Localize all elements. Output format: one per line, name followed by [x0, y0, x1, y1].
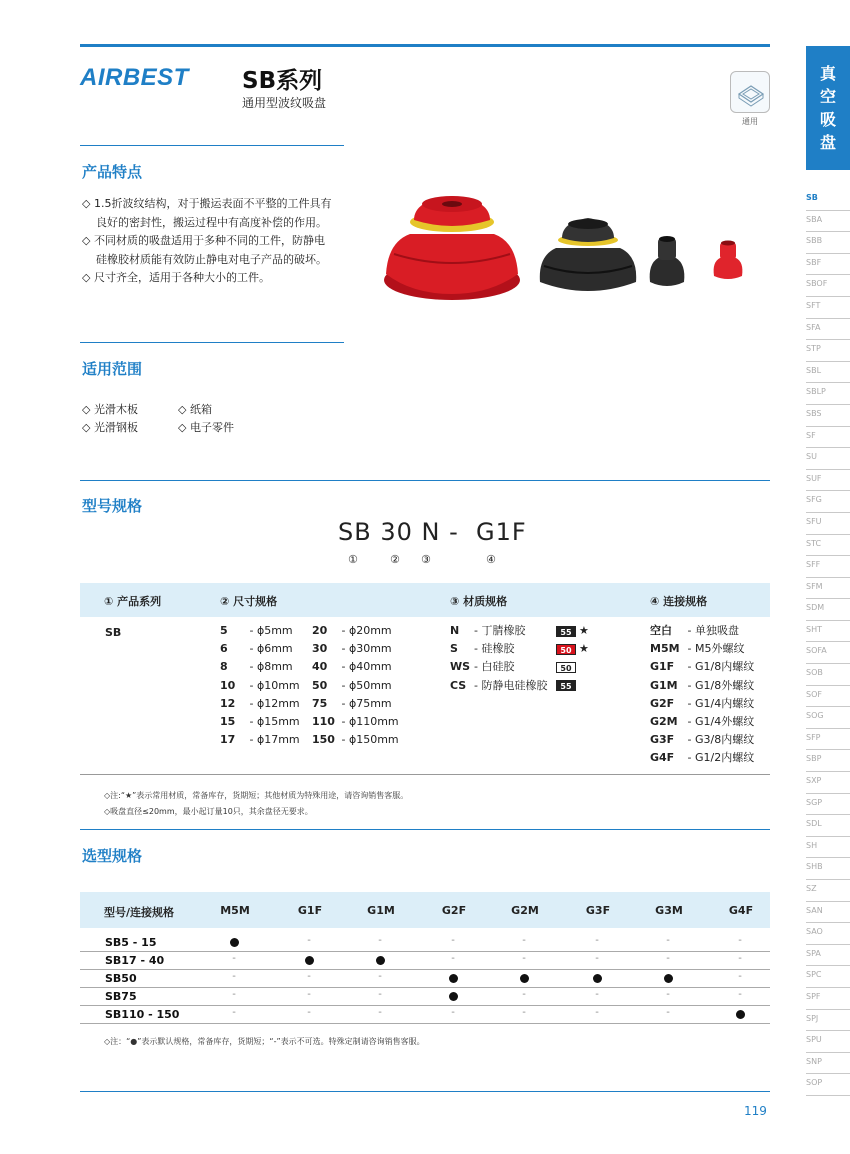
unavailable-dash: -	[451, 935, 455, 946]
size-row	[220, 695, 300, 713]
marker-size: ②	[390, 553, 400, 566]
unavailable-dash: -	[522, 935, 526, 946]
size-code: 150	[312, 733, 335, 747]
side-series-sba: SBA	[806, 211, 850, 233]
size-code: 6	[220, 642, 228, 656]
side-tab-title: 真空吸盘	[819, 64, 836, 152]
unavailable-dash: -	[307, 971, 311, 982]
size-row	[312, 658, 399, 676]
scope-item-electronics: ◇ 电子零件	[178, 421, 234, 434]
connection-row	[650, 677, 754, 695]
unavailable-dash: -	[451, 1007, 455, 1018]
selection-col-g4f: G4F	[728, 904, 754, 917]
selection-row-label: SB17 - 40	[105, 954, 165, 967]
side-series-sbb: SBB	[806, 232, 850, 254]
material-name: - 白硅胶	[474, 660, 515, 674]
unavailable-dash: -	[738, 989, 742, 1000]
size-row	[220, 640, 300, 658]
available-dot-icon	[376, 956, 385, 965]
material-row	[450, 677, 589, 695]
size-diameter: - ϕ75mm	[338, 696, 392, 710]
series-subtitle: 通用型波纹吸盘	[242, 96, 327, 110]
hardness-badge: 50	[556, 644, 576, 655]
available-dot-icon	[449, 974, 458, 983]
unavailable-dash: -	[595, 953, 599, 964]
general-purpose-icon	[730, 71, 770, 113]
material-row	[450, 658, 589, 676]
bottom-rule	[80, 1091, 770, 1092]
size-code: 110	[312, 715, 335, 729]
available-dot-icon	[593, 974, 602, 983]
selection-header-label: 型号/连接规格	[104, 906, 175, 919]
feature-line: 硅橡胶材质能有效防止静电对电子产品的破坏。	[96, 252, 327, 266]
airbest-logo: AIRBEST	[80, 64, 189, 91]
side-series-sht: SHT	[806, 621, 850, 643]
common-star-icon: ★	[579, 642, 589, 656]
product-photo	[380, 182, 770, 312]
unavailable-dash: -	[738, 953, 742, 964]
scope-title: 适用范围	[82, 360, 143, 378]
side-series-shb: SHB	[806, 858, 850, 880]
connection-desc: - G3/8内螺纹	[684, 733, 755, 747]
size-diameter: - ϕ150mm	[338, 733, 399, 747]
side-series-sbl: SBL	[806, 362, 850, 384]
side-series-sbs: SBS	[806, 405, 850, 427]
selection-col-g3f: G3F	[585, 904, 611, 917]
size-diameter: - ϕ110mm	[338, 715, 399, 729]
unavailable-dash: -	[595, 989, 599, 1000]
connection-code: G1F	[650, 660, 675, 674]
connection-row	[650, 658, 754, 676]
material-code: CS	[450, 678, 467, 692]
side-series-sbp: SBP	[806, 750, 850, 772]
size-diameter: - ϕ10mm	[246, 678, 300, 692]
size-diameter: - ϕ20mm	[338, 624, 392, 637]
size-code: 40	[312, 660, 328, 674]
model-code-example: SB 30 N - G1F	[338, 518, 527, 546]
size-code: 50	[312, 678, 328, 692]
unavailable-dash: -	[378, 971, 382, 982]
size-row	[312, 695, 399, 713]
spec-note-2: ◇吸盘直径≤20mm，最小起订量10只，其余盘径无要求。	[104, 807, 313, 816]
selection-row-label: SB75	[105, 990, 137, 1003]
side-series-sfa: SFA	[806, 319, 850, 341]
selection-title: 选型规格	[82, 847, 143, 865]
size-diameter: - ϕ15mm	[246, 715, 300, 729]
connection-desc: - G1/8内螺纹	[684, 660, 755, 674]
unavailable-dash: -	[595, 1007, 599, 1018]
size-row	[312, 731, 399, 749]
side-series-sh: SH	[806, 837, 850, 859]
material-code: S	[450, 642, 458, 656]
series-title: SB系列	[242, 68, 323, 94]
selection-col-g1m: G1M	[367, 904, 395, 917]
unavailable-dash: -	[522, 953, 526, 964]
selection-row-label: SB5 - 15	[105, 936, 157, 949]
connection-code: G2F	[650, 696, 675, 710]
connection-row	[650, 731, 754, 749]
unavailable-dash: -	[307, 935, 311, 946]
side-series-list	[806, 189, 850, 1096]
model-rule	[80, 480, 770, 481]
unavailable-dash: -	[451, 953, 455, 964]
connection-row	[650, 713, 754, 731]
size-row	[312, 677, 399, 695]
category-icon-label: 通用	[742, 117, 758, 126]
size-diameter: - ϕ17mm	[246, 733, 300, 747]
side-series-sdm: SDM	[806, 599, 850, 621]
side-series-stp: STP	[806, 340, 850, 362]
available-dot-icon	[736, 1010, 745, 1019]
unavailable-dash: -	[378, 989, 382, 1000]
side-series-sb: SB	[806, 189, 850, 211]
side-series-spc: SPC	[806, 966, 850, 988]
selection-note: ◇注：“●”表示默认规格，常备库存，货期短；“-”表示不可选。特殊定制请咨询销售客服。	[104, 1037, 425, 1046]
material-code: N	[450, 624, 460, 637]
unavailable-dash: -	[738, 935, 742, 946]
size-diameter: - ϕ6mm	[246, 642, 293, 656]
selection-col-m5m: M5M	[220, 904, 250, 917]
size-diameter: - ϕ8mm	[246, 660, 293, 674]
page-number: 119	[744, 1104, 767, 1118]
size-row	[220, 622, 300, 640]
side-series-sdl: SDL	[806, 815, 850, 837]
connection-desc: - M5外螺纹	[684, 642, 745, 656]
unavailable-dash: -	[666, 953, 670, 964]
side-series-sff: SFF	[806, 556, 850, 578]
material-name: - 硅橡胶	[474, 642, 515, 656]
selection-col-g3m: G3M	[655, 904, 683, 917]
material-name: - 防静电硅橡胶	[474, 678, 548, 692]
size-list-right	[312, 622, 399, 749]
selection-row-label: SB50	[105, 972, 137, 985]
size-code: 15	[220, 715, 236, 729]
size-row	[312, 640, 399, 658]
available-dot-icon	[520, 974, 529, 983]
side-series-spu: SPU	[806, 1031, 850, 1053]
size-diameter: - ϕ12mm	[246, 696, 300, 710]
size-row	[220, 713, 300, 731]
unavailable-dash: -	[378, 1007, 382, 1018]
material-row	[450, 622, 589, 640]
available-dot-icon	[664, 974, 673, 983]
side-series-san: SAN	[806, 902, 850, 924]
side-series-sob: SOB	[806, 664, 850, 686]
connection-code: G1M	[650, 678, 678, 692]
connection-code: 空白	[650, 624, 672, 637]
connection-desc: - G1/4内螺纹	[684, 696, 755, 710]
spec-header-connection: ④ 连接规格	[650, 595, 708, 608]
marker-material: ③	[421, 553, 431, 566]
feature-line: ◇ 尺寸齐全，适用于各种大小的工件。	[82, 271, 270, 284]
top-rule	[80, 44, 770, 47]
material-code: WS	[450, 660, 471, 674]
unavailable-dash: -	[232, 989, 236, 1000]
selection-row-label: SB110 - 150	[105, 1008, 180, 1021]
scope-item-wood: ◇ 光滑木板	[82, 403, 138, 416]
side-series-sbf: SBF	[806, 254, 850, 276]
connection-list	[650, 622, 754, 768]
side-series-sblp: SBLP	[806, 383, 850, 405]
side-series-spj: SPJ	[806, 1010, 850, 1032]
size-code: 5	[220, 624, 228, 637]
side-series-stc: STC	[806, 535, 850, 557]
common-star-icon: ★	[579, 624, 589, 637]
side-series-sfu: SFU	[806, 513, 850, 535]
size-row	[220, 677, 300, 695]
side-series-sog: SOG	[806, 707, 850, 729]
side-series-sft: SFT	[806, 297, 850, 319]
selection-col-g2f: G2F	[441, 904, 467, 917]
selection-rule	[80, 829, 770, 830]
features-rule	[80, 145, 344, 146]
unavailable-dash: -	[522, 1007, 526, 1018]
connection-code: G3F	[650, 733, 675, 747]
side-series-sop: SOP	[806, 1074, 850, 1096]
size-code: 20	[312, 624, 328, 637]
size-code: 30	[312, 642, 328, 656]
size-diameter: - ϕ40mm	[338, 660, 392, 674]
available-dot-icon	[230, 938, 239, 947]
hardness-badge: 55	[556, 626, 576, 637]
size-row	[312, 713, 399, 731]
connection-desc: - 单独吸盘	[684, 624, 739, 637]
side-category-tab	[806, 46, 850, 170]
feature-line: ◇ 不同材质的吸盘适用于多种不同的工件，防静电	[82, 234, 325, 247]
spec-header-series: ① 产品系列	[104, 595, 162, 608]
connection-row	[650, 695, 754, 713]
side-series-sxp: SXP	[806, 772, 850, 794]
hardness-badge: 55	[556, 680, 576, 691]
unavailable-dash: -	[232, 1007, 236, 1018]
side-series-spf: SPF	[806, 988, 850, 1010]
selection-col-g1f: G1F	[297, 904, 323, 917]
size-code: 75	[312, 696, 328, 710]
side-series-sf: SF	[806, 427, 850, 449]
marker-series: ①	[348, 553, 358, 566]
unavailable-dash: -	[666, 989, 670, 1000]
spec-header-material: ③ 材质规格	[450, 595, 508, 608]
side-series-sof: SOF	[806, 686, 850, 708]
unavailable-dash: -	[307, 989, 311, 1000]
unavailable-dash: -	[595, 935, 599, 946]
connection-desc: - G1/2内螺纹	[684, 751, 755, 765]
scope-rule	[80, 342, 344, 343]
connection-row	[650, 622, 754, 640]
material-list	[450, 622, 589, 695]
unavailable-dash: -	[666, 935, 670, 946]
unavailable-dash: -	[232, 953, 236, 964]
marker-connection: ④	[486, 553, 496, 566]
size-row	[312, 622, 399, 640]
side-series-sfm: SFM	[806, 578, 850, 600]
selection-col-g2m: G2M	[511, 904, 539, 917]
connection-desc: - G1/4外螺纹	[684, 715, 755, 729]
available-dot-icon	[449, 992, 458, 1001]
unavailable-dash: -	[307, 1007, 311, 1018]
available-dot-icon	[305, 956, 314, 965]
size-code: 17	[220, 733, 236, 747]
material-name: - 丁腈橡胶	[474, 624, 526, 637]
side-series-sofa: SOFA	[806, 642, 850, 664]
size-diameter: - ϕ50mm	[338, 678, 392, 692]
spec-header-size: ② 尺寸规格	[220, 595, 278, 608]
hardness-badge: 50	[556, 662, 576, 673]
size-code: 8	[220, 660, 228, 674]
connection-code: G4F	[650, 751, 675, 765]
feature-line: 良好的密封性，搬运过程中有高度补偿的作用。	[96, 215, 327, 229]
size-diameter: - ϕ30mm	[338, 642, 392, 656]
connection-row	[650, 640, 754, 658]
side-series-suf: SUF	[806, 470, 850, 492]
side-series-sbof: SBOF	[806, 275, 850, 297]
unavailable-dash: -	[378, 935, 382, 946]
size-row	[220, 731, 300, 749]
scope-item-carton: ◇ 纸箱	[178, 403, 212, 416]
connection-code: M5M	[650, 642, 680, 656]
size-code: 12	[220, 696, 236, 710]
features-list	[82, 195, 362, 288]
side-series-su: SU	[806, 448, 850, 470]
side-series-sz: SZ	[806, 880, 850, 902]
size-diameter: - ϕ5mm	[246, 624, 293, 637]
size-code: 10	[220, 678, 236, 692]
unavailable-dash: -	[738, 971, 742, 982]
spec-note-1: ◇注:“★”表示常用材质，常备库存，货期短；其他材质为特殊用途，请咨询销售客服。	[104, 791, 409, 800]
spec-series-value: SB	[105, 626, 122, 639]
size-list-left	[220, 622, 300, 749]
connection-desc: - G1/8外螺纹	[684, 678, 755, 692]
side-series-sfp: SFP	[806, 729, 850, 751]
size-row	[220, 658, 300, 676]
spec-table-bottom-rule	[80, 774, 770, 775]
side-series-snp: SNP	[806, 1053, 850, 1075]
side-series-sgp: SGP	[806, 794, 850, 816]
model-title: 型号规格	[82, 497, 143, 515]
side-series-sfg: SFG	[806, 491, 850, 513]
connection-row	[650, 749, 754, 767]
feature-line: ◇ 1.5折波纹结构，对于搬运表面不平整的工件具有	[82, 197, 332, 210]
connection-code: G2M	[650, 715, 678, 729]
side-series-sao: SAO	[806, 923, 850, 945]
side-series-spa: SPA	[806, 945, 850, 967]
unavailable-dash: -	[522, 989, 526, 1000]
features-title: 产品特点	[82, 163, 143, 181]
unavailable-dash: -	[666, 1007, 670, 1018]
material-row	[450, 640, 589, 658]
unavailable-dash: -	[232, 971, 236, 982]
scope-item-steel: ◇ 光滑钢板	[82, 421, 138, 434]
